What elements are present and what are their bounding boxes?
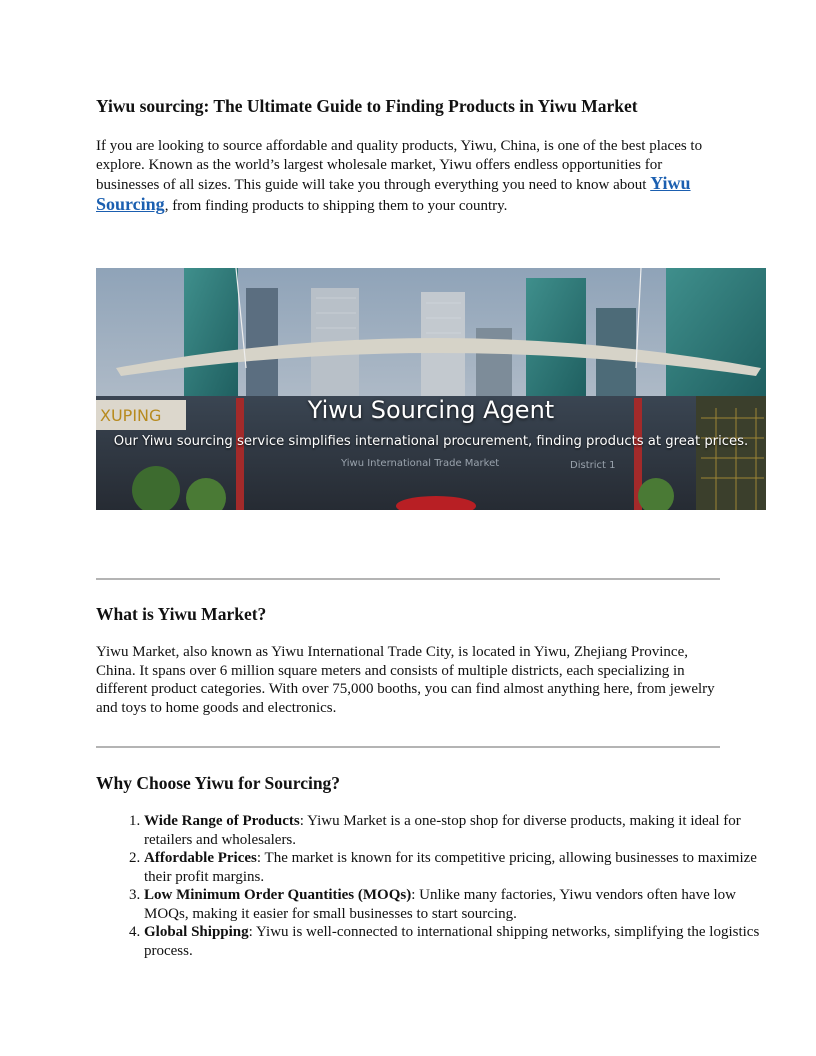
list-item-label: Low Minimum Order Quantities (MOQs) [144,887,412,903]
hero-subtitle: Our Yiwu sourcing service simplifies international procurement, finding products at great prices. [113,434,749,449]
list-item-text: : Unlike many factories, Yiwu vendors often have low MOQs, making it easier for small businesses to start sourcing. [144,887,736,922]
list-item-label: Global Shipping [144,924,249,940]
list-item [144,849,768,886]
market-photo [96,268,766,510]
intro-paragraph [96,137,720,215]
list-item-text: : Yiwu Market is a one-stop shop for diverse products, making it ideal for retailers and wholesalers. [144,813,741,848]
section-heading-what-is-yiwu: What is Yiwu Market? [96,604,267,624]
list-item [144,812,768,849]
intro-text-after: , from finding products to shipping them to your country. [164,197,508,214]
page-title: Yiwu sourcing: The Ultimate Guide to Finding Products in Yiwu Market [96,96,638,116]
list-item [144,886,768,923]
xuping-sign: XUPING [100,406,162,425]
list-item [144,923,768,960]
yiwu-sourcing-link[interactable]: Yiwu Sourcing [96,173,691,214]
list-item-text: : The market is known for its competitive pricing, allowing businesses to maximize their profit margins. [144,850,757,885]
section-heading-why-choose: Why Choose Yiwu for Sourcing? [96,773,341,793]
section-divider [96,746,720,748]
hero-title: Yiwu Sourcing Agent [307,396,555,424]
market-sign: Yiwu International Trade Market [341,458,500,469]
section-divider [96,578,720,580]
intro-text-before: If you are looking to source affordable and quality products, Yiwu, China, is one of the best places to explore. Known as the world’s largest wholesale market, Yiwu offers endless opportunities for businesses of all sizes. This guide will take you through everything you need to know about [96,138,703,193]
list-item-label: Wide Range of Products [144,813,300,829]
reasons-list [96,812,768,960]
district-sign: District 1 [570,460,616,471]
hero-banner-image [96,268,766,510]
list-item-text: : Yiwu is well-connected to international shipping networks, simplifying the logistics process. [144,924,760,959]
list-item-label: Affordable Prices [144,850,257,866]
section-body-what-is-yiwu: Yiwu Market, also known as Yiwu International Trade City, is located in Yiwu, Zhejiang Province, China. It spans over 6 million square meters and consists of multiple districts, each specializing in different product categories. With over 75,000 booths, you can find almost anything here, from jewelry and toys to home goods and electronics. [96,644,715,716]
